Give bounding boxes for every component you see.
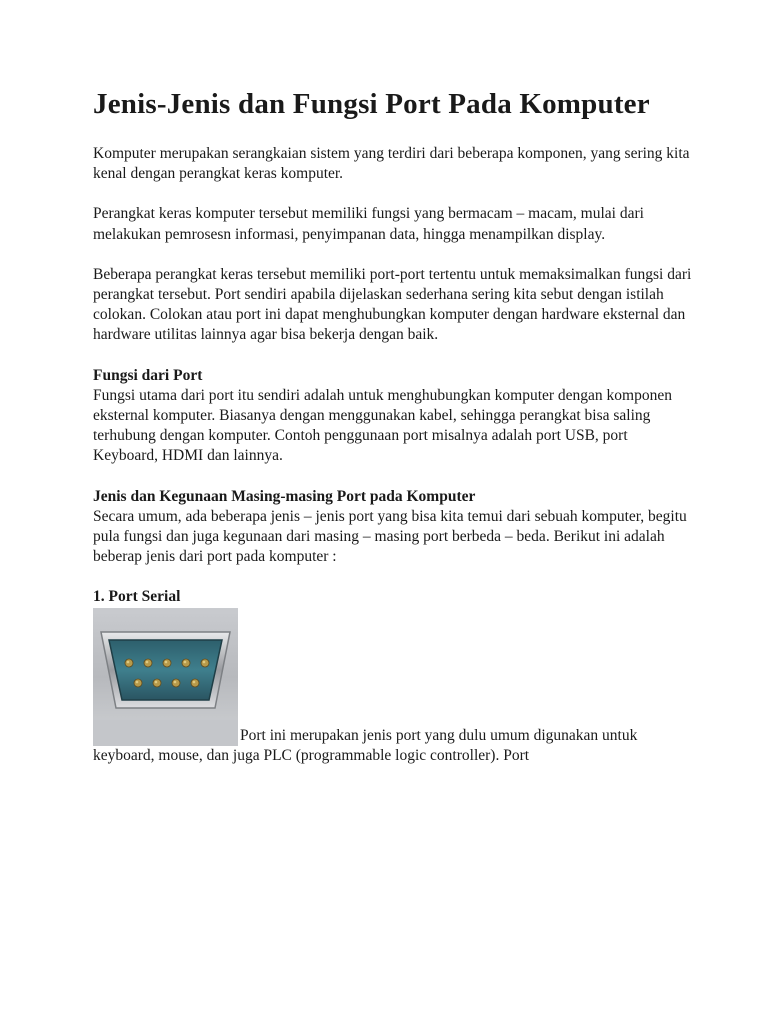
paragraph-intro: Komputer merupakan serangkaian sistem yang terdiri dari beberapa komponen, yang sering kita kenal dengan perangkat keras komputer. xyxy=(93,145,690,183)
port-serial-heading: 1. Port Serial xyxy=(93,588,181,606)
section-fungsi xyxy=(93,366,693,467)
document-title: Jenis-Jenis dan Fungsi Port Pada Komputer xyxy=(93,88,650,120)
paragraph-ports: Beberapa perangkat keras tersebut memiliki port-port tertentu untuk memaksimalkan fungsi dari perangkat tersebut. Port sendiri apabila dijelaskan sederhana sering kita sebut dengan istilah colokan. Colokan atau port ini dapat menghubungkan komputer dengan hardware eksternal dan hardware utilitas lainnya agar bisa bekerja dengan baik. xyxy=(93,265,692,344)
document-page xyxy=(93,86,693,766)
port-serial-text: Port ini merupakan jenis port yang dulu umum digunakan untuk keyboard, mouse, dan juga PLC (programmable logic controller). Port xyxy=(93,726,638,764)
section-jenis-heading: Jenis dan Kegunaan Masing-masing Port pada Komputer xyxy=(93,487,476,505)
section-fungsi-heading: Fungsi dari Port xyxy=(93,366,203,384)
section-jenis xyxy=(93,487,693,568)
paragraph-hardware: Perangkat keras komputer tersebut memiliki fungsi yang bermacam – macam, mulai dari melakukan pemrosesn informasi, penyimpanan data, hingga menampilkan display. xyxy=(93,205,644,243)
serial-port-photo-icon xyxy=(93,608,238,746)
port-serial-figure-row xyxy=(93,608,693,766)
section-jenis-text: Secara umum, ada beberapa jenis – jenis port yang bisa kita temui dari sebuah komputer, begitu pula fungsi dan juga kegunaan dari masing – masing port berbeda – beda. Berikut ini adalah beberap jenis dari port pada komputer : xyxy=(93,507,687,566)
section-port-serial xyxy=(93,587,693,765)
section-fungsi-text: Fungsi utama dari port itu sendiri adalah untuk menghubungkan komputer dengan komponen eksternal komputer. Biasanya dengan menggunakan kabel, sehingga perangkat bisa saling terhubung dengan komputer. Contoh penggunaan port misalnya adalah port USB, port Keyboard, HDMI dan lainnya. xyxy=(93,386,672,465)
